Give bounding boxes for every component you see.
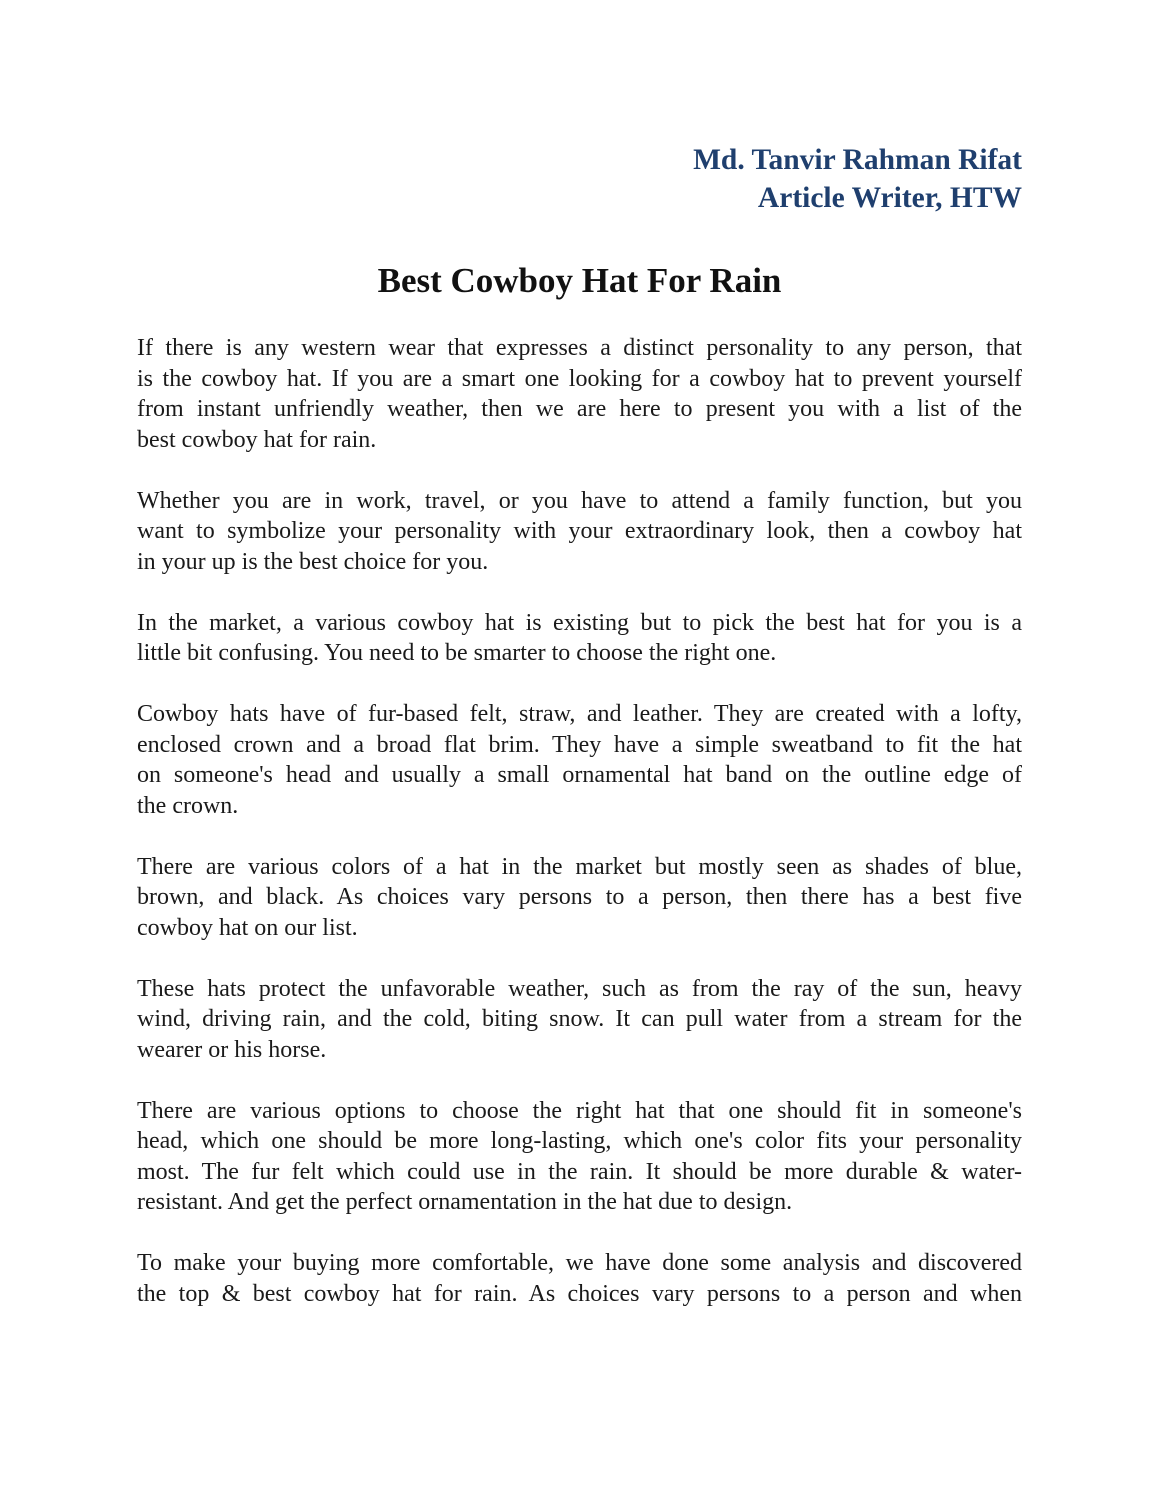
text-line: enclosed crown and a broad flat brim. They have a simple sweatband to fit the hat <box>137 731 1022 758</box>
text-line: on someone's head and usually a small ornamental hat band on the outline edge of <box>137 762 1022 788</box>
text-line: wind, driving rain, and the cold, biting snow. It can pull water from a stream for the <box>137 1006 1022 1032</box>
author-name: Md. Tanvir Rahman Rifat <box>693 144 1022 176</box>
text-line: brown, and black. As choices vary persons to a person, then there has a best five <box>137 884 1022 910</box>
paragraph <box>137 1096 1022 1218</box>
text-line: from instant unfriendly weather, then we are here to present you with a list of the <box>137 396 1022 422</box>
paragraph <box>137 333 1022 455</box>
text-line: want to symbolize your personality with your extraordinary look, then a cowboy hat <box>137 518 1022 544</box>
text-line: If there is any western wear that expresses a distinct personality to any person, that <box>137 335 1022 361</box>
text-line: in your up is the best choice for you. <box>137 548 489 575</box>
text-line: best cowboy hat for rain. <box>137 426 377 453</box>
text-line: To make your buying more comfortable, we have done some analysis and discovered <box>137 1250 1022 1276</box>
text-line: There are various colors of a hat in the market but mostly seen as shades of blue, <box>137 853 1022 880</box>
text-line: In the market, a various cowboy hat is existing but to pick the best hat for you is a <box>137 609 1022 636</box>
author-role: Article Writer, HTW <box>757 182 1022 214</box>
paragraph <box>137 1248 1022 1309</box>
paragraph <box>137 486 1022 578</box>
author-block <box>693 141 1022 217</box>
text-line: the crown. <box>137 792 239 819</box>
article-title: Best Cowboy Hat For Rain <box>377 261 782 300</box>
text-line: little bit confusing. You need to be smarter to choose the right one. <box>137 640 777 666</box>
text-line: resistant. And get the perfect ornamentation in the hat due to design. <box>137 1189 793 1215</box>
text-line: wearer or his horse. <box>137 1036 327 1063</box>
text-line: These hats protect the unfavorable weather, such as from the ray of the sun, heavy <box>137 975 1022 1002</box>
article-body <box>137 333 1022 1340</box>
paragraph <box>137 699 1022 821</box>
text-line: most. The fur felt which could use in the rain. It should be more durable & water- <box>137 1158 1022 1185</box>
paragraph <box>137 974 1022 1066</box>
text-line: There are various options to choose the right hat that one should fit in someone's <box>137 1097 1022 1124</box>
text-line: Cowboy hats have of fur-based felt, straw, and leather. They are created with a lofty, <box>137 701 1022 727</box>
text-line: is the cowboy hat. If you are a smart one looking for a cowboy hat to prevent yourself <box>137 365 1022 392</box>
text-line: Whether you are in work, travel, or you have to attend a family function, but you <box>137 487 1022 514</box>
text-line: the top & best cowboy hat for rain. As choices vary persons to a person and when <box>137 1280 1022 1307</box>
text-line: cowboy hat on our list. <box>137 914 358 941</box>
paragraph <box>137 608 1022 669</box>
paragraph <box>137 852 1022 944</box>
text-line: head, which one should be more long-lasting, which one's color fits your personality <box>137 1128 1022 1154</box>
